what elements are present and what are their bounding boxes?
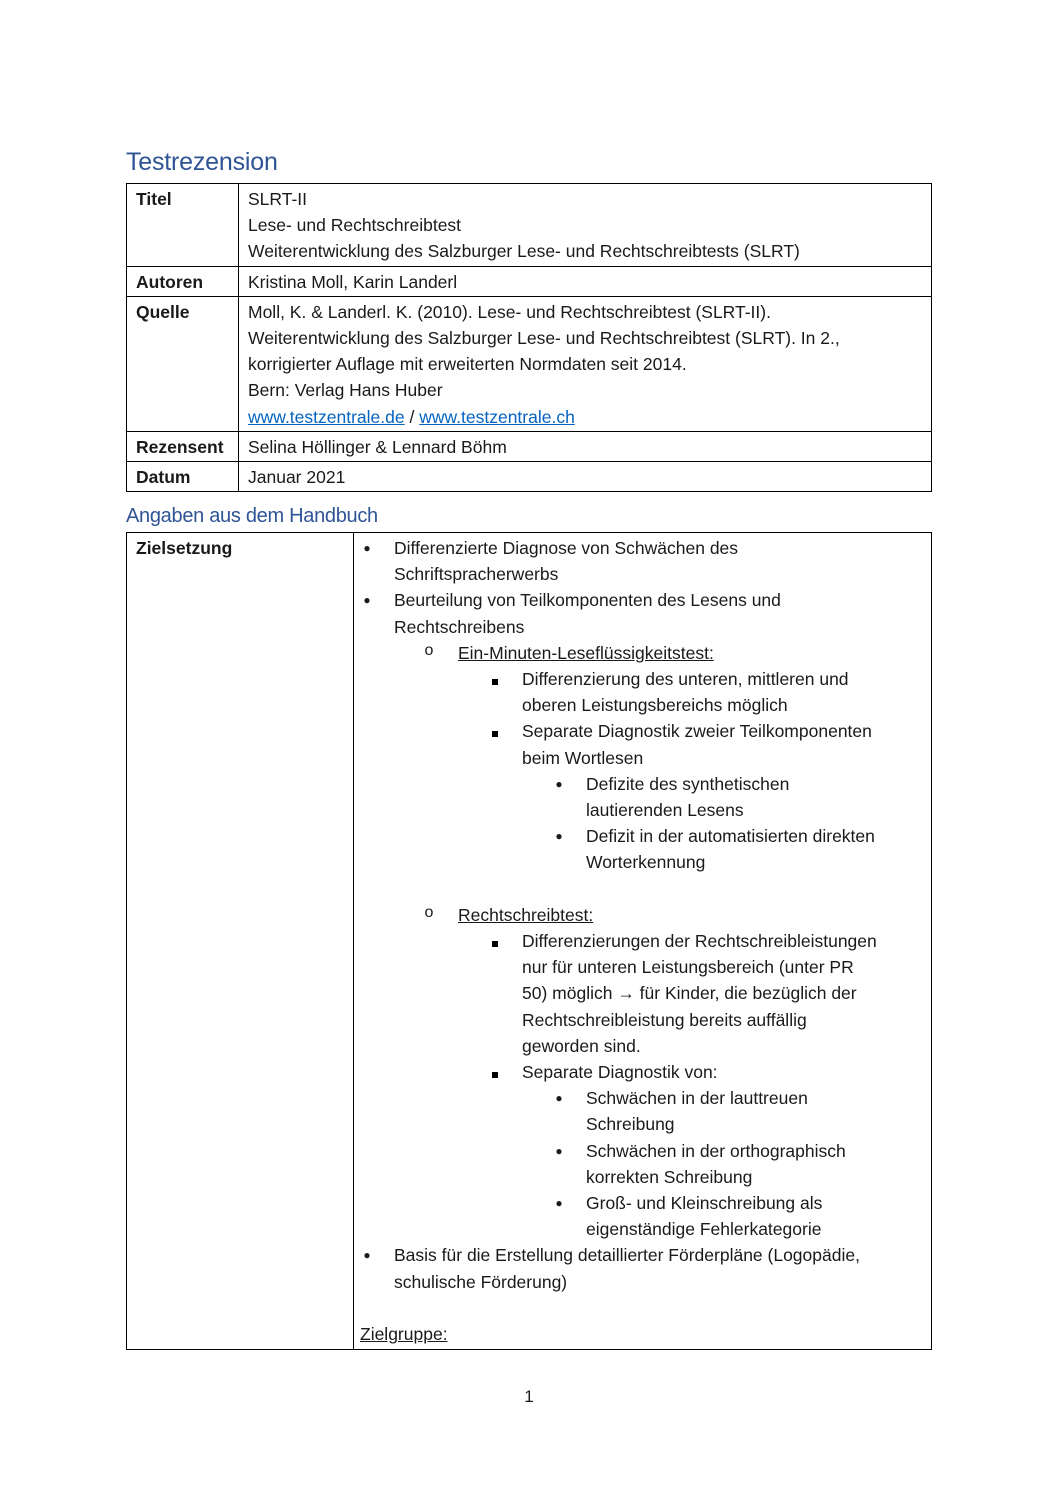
bullet-icon: ● — [555, 829, 563, 844]
source-label: Quelle — [127, 296, 239, 431]
list-item — [360, 771, 925, 823]
list-item-text: eigenständige Fehlerkategorie — [586, 1219, 822, 1240]
list-item-text: Basis für die Erstellung detaillierter Förderpläne (Logopädie, — [394, 1245, 860, 1266]
list-item-text: Separate Diagnostik zweier Teilkomponenten — [522, 721, 872, 742]
table-row-date — [127, 462, 932, 492]
list-item — [360, 640, 925, 666]
list-item-text: Schriftspracherwerbs — [394, 564, 559, 585]
list-item-text: Differenzierte Diagnose von Schwächen des — [394, 538, 739, 558]
list-item — [360, 1138, 925, 1190]
list-item — [360, 1059, 925, 1085]
square-bullet-icon — [488, 718, 502, 744]
date-label: Datum — [127, 462, 239, 492]
list-item-text: Groß- und Kleinschreibung als — [586, 1193, 823, 1214]
bullet-icon: ● — [555, 776, 563, 791]
square-bullet-icon — [488, 1059, 502, 1085]
link-testzentrale-ch[interactable]: www.testzentrale.ch — [419, 406, 575, 427]
list-item-text: oberen Leistungsbereichs möglich — [522, 695, 788, 716]
list-item-text: Schwächen in der lauttreuen — [586, 1088, 808, 1109]
list-item-text: Defizit in der automatisierten direkten — [586, 826, 875, 847]
review-meta-table — [126, 183, 932, 492]
list-item-text: Separate Diagnostik von: — [522, 1062, 718, 1083]
list-item — [360, 1190, 925, 1242]
bullet-icon: ● — [363, 1248, 371, 1263]
title-line: SLRT-II — [248, 189, 308, 209]
bullet-icon: ● — [363, 593, 371, 608]
list-item-text: Defizite des synthetischen — [586, 773, 790, 794]
target-group-label: Zielgruppe: — [360, 1324, 448, 1345]
list-item — [360, 666, 925, 718]
bullet-icon: ● — [555, 1196, 563, 1211]
list-item — [360, 928, 925, 1059]
list-item-text: Differenzierungen der Rechtschreibleistungen — [522, 931, 877, 952]
handbook-table — [126, 532, 932, 1350]
blank-line — [360, 1295, 925, 1321]
square-bullet-icon — [488, 666, 502, 692]
title-value — [239, 184, 932, 267]
title-line: Lese- und Rechtschreibtest — [248, 215, 462, 236]
square-bullet-icon — [488, 928, 502, 954]
authors-value: Kristina Moll, Karin Landerl — [239, 266, 932, 296]
authors-label: Autoren — [127, 266, 239, 296]
list-item — [360, 587, 925, 639]
source-line: Weiterentwicklung des Salzburger Lese- und Rechtschreibtest (SLRT). In 2., — [248, 328, 840, 349]
list-item-text: nur für unteren Leistungsbereich (unter PR — [522, 957, 854, 978]
list-item — [360, 718, 925, 770]
goal-content — [354, 533, 932, 1350]
list-item-text: Worterkennung — [586, 852, 706, 873]
list-item-text: Rechtschreibleistung bereits auffällig — [522, 1009, 807, 1030]
list-item — [360, 823, 925, 875]
list-item-text: Differenzierung des unteren, mittleren und — [522, 669, 849, 690]
table-row-source — [127, 296, 932, 431]
table-row-authors — [127, 266, 932, 296]
list-item-text: korrekten Schreibung — [586, 1166, 753, 1187]
list-item-text: lautierenden Lesens — [586, 800, 744, 821]
bullet-icon: ● — [555, 1091, 563, 1106]
goal-label: Zielsetzung — [127, 533, 354, 1350]
page-number: 1 — [524, 1387, 534, 1406]
table-row-goal — [127, 533, 932, 1350]
list-item-text: beim Wortlesen — [522, 747, 644, 768]
table-row-title — [127, 184, 932, 267]
circle-bullet-icon: o — [424, 903, 434, 921]
list-item-text: schulische Förderung) — [394, 1271, 568, 1292]
page-heading: Testrezension — [126, 148, 278, 176]
list-item-text: Beurteilung von Teilkomponenten des Lesens und — [394, 590, 781, 611]
source-links — [248, 404, 922, 430]
bullet-icon: ● — [555, 1143, 563, 1158]
list-item — [360, 902, 925, 928]
list-item — [360, 535, 925, 587]
source-line: Bern: Verlag Hans Huber — [248, 380, 443, 401]
list-item-text: 50) möglich → für Kinder, die bezüglich der — [522, 983, 857, 1004]
link-testzentrale-de[interactable]: www.testzentrale.de — [248, 406, 405, 427]
list-item-text: geworden sind. — [522, 1035, 641, 1056]
title-line: Weiterentwicklung des Salzburger Lese- und Rechtschreibtests (SLRT) — [248, 241, 800, 262]
date-value: Januar 2021 — [239, 462, 932, 492]
reviewer-value: Selina Höllinger & Lennard Böhm — [239, 431, 932, 461]
subsection-label: Rechtschreibtest: — [458, 904, 594, 925]
title-label: Titel — [127, 184, 239, 267]
list-item-text: Schwächen in der orthographisch — [586, 1140, 846, 1161]
subsection-label: Ein-Minuten-Leseflüssigkeitstest: — [458, 642, 714, 663]
list-item — [360, 1242, 925, 1294]
reviewer-label: Rezensent — [127, 431, 239, 461]
blank-line — [360, 876, 925, 902]
source-line: korrigierter Auflage mit erweiterten Normdaten seit 2014. — [248, 354, 687, 375]
link-separator: / — [404, 406, 420, 427]
circle-bullet-icon: o — [424, 641, 434, 659]
table-row-reviewer — [127, 431, 932, 461]
section-heading: Angaben aus dem Handbuch — [126, 505, 378, 527]
list-item-text: Rechtschreibens — [394, 616, 525, 637]
list-item-text: Schreibung — [586, 1114, 675, 1135]
list-item — [360, 1085, 925, 1137]
bullet-icon: ● — [363, 541, 371, 555]
source-value — [239, 296, 932, 431]
source-line: Moll, K. & Landerl. K. (2010). Lese- und Rechtschreibtest (SLRT-II). — [248, 301, 771, 322]
